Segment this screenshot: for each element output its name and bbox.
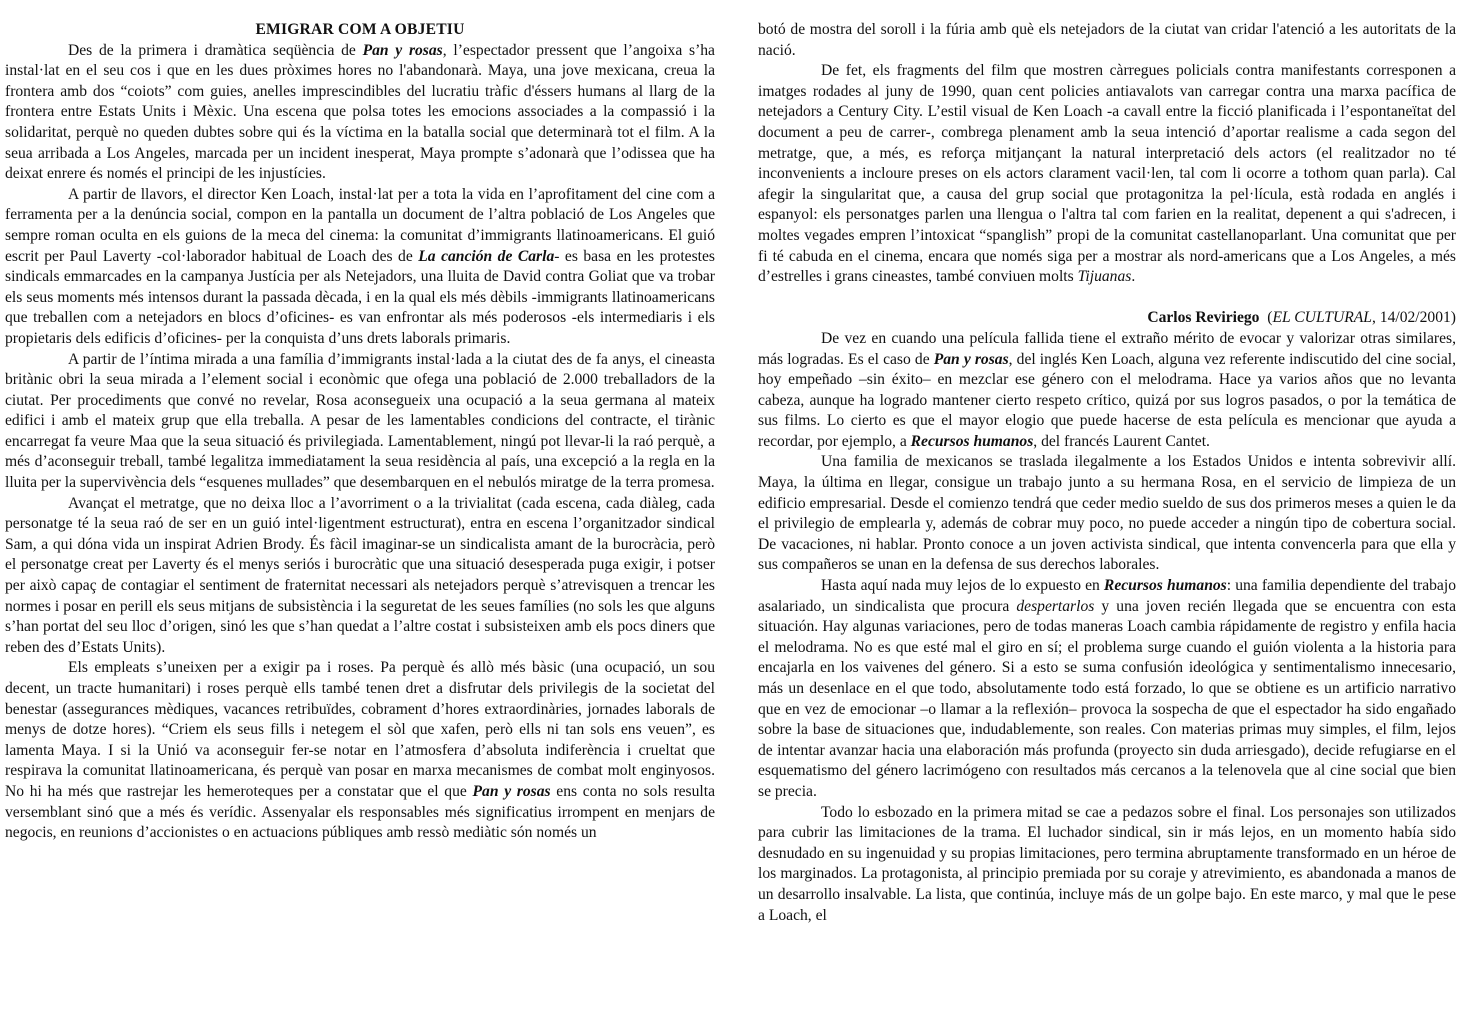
- film-title: Pan y rosas: [362, 41, 443, 59]
- left-column: [5, 20, 715, 844]
- paragraph-es-1: De vez en cuando una película fallida tiene el extraño mérito de evocar y valorizar otras similares, más logradas. Es el caso de Pan y rosas, del inglés Ken Loach, alguna vez referente indiscutido del cine social, hoy empeñado –sin éxito– en mezclar ese género con el melodrama. Hace ya varios años que no levanta cabeza, aunque ha logrado mantener cierto respeto crítico, quizá por sus logros pasados, o por la temática de sus films. Lo cierto es que el mayor elogio que puede hacerse de esta película es mencionar que ayuda a recordar, por ejemplo, a Recursos humanos, del francés Laurent Cantet.: [758, 329, 1456, 450]
- paragraph-es-4: Todo lo esbozado en la primera mitad se cae a pedazos sobre el final. Los personajes son utilizados para cubrir las limitaciones de la trama. El luchador sindical, sin ir más lejos, en un momento había sido desnudado en su ingenuidad y su propias limitaciones, pero termina abruptamente transformado en un héroe de los marginados. La protagonista, al principio premiada por su coraje y atrevimiento, es abandonada a manos de un desarrollo insalvable. La lista, que continúa, incluye más de un golpe bajo. En este marco, y mal que le pese a Loach, el: [758, 803, 1456, 924]
- byline: Carlos Reviriego (EL CULTURAL, 14/02/2001): [1147, 309, 1456, 327]
- film-title: Pan y rosas: [933, 350, 1009, 368]
- right-column: [758, 20, 1456, 926]
- byline-date: , 14/02/2001): [1371, 309, 1456, 327]
- paragraph-es-2: Una familia de mexicanos se traslada ilegalmente a los Estados Unidos e intenta sobrevivir allí. Maya, la última en llegar, consigue un trabajo junto a su hermana Rosa, en el servicio de limpieza de un edificio empresarial. Desde el comienzo tendrá que ceder medio sueldo de sus dos primeros meses a quien le da el privilegio de emplearla y, además de cobrar muy poco, no puede acceder a ningún tipo de cobertura social. De vacaciones, ni hablar. Pronto conoce a un joven activista sindical, que intenta convencerla para que ella y sus compañeros se unan en la defensa de sus derechos laborales.: [758, 453, 1456, 574]
- paragraph-ca-3: A partir de l’íntima mirada a una família d’immigrants instal·lada a la ciutat des de fa anys, el cineasta britànic obri la seua mirada a l’element social i econòmic que ofega una població de 2.000 treballadors de la ciutat. Per procediments que convé no revelar, Rosa aconsegueix una ocupació a la seua germana al mateix edifici i amb el mateix grup que ella treballa. A pesar de les lamentables condicions del contracte, el tirànic encarregat fa veure Maa que la seua situació és privilegiada. Lamentablement, ningú pot llevar-li la raó perquè, a més d’aconseguir treball, també legalitza immediatament la seua residència al país, una excepció a la regla en la lluita per la supervivència dels “esquenes mullades” que desembarquen en el nebulós miratge de la terra promesa.: [5, 350, 715, 492]
- paragraph-ca-4: Avançat el metratge, que no deixa lloc a l’avorriment o a la trivialitat (cada escena, cada diàleg, cada personatge té la seua raó de ser en un guió intel·ligentment estructurat), entra en escena l’organitzador sindical Sam, a qui dóna vida un inspirat Adrien Brody. És fàcil imaginar-se un sindicalista amant de la burocràcia, però el personatge creat per Laverty és el menys seriós i burocràtic que una situació desesperada puga exigir, i potser per això capaç de contagiar el sentiment de fraternitat necessari als netejadors perquè s’atrevisquen a trencar les normes i posar en perill els seus mitjans de subsistència i la seguretat de les seues famílies (no sols les que alguns s’han portat del seu lloc d’origen, sinó les que s’han quedat a l’altre costat i subsisteixen amb els pocs diners que reben des d’Estats Units).: [5, 494, 715, 656]
- paragraph-ca-6: De fet, els fragments del film que mostren càrregues policials contra manifestants corresponen a imatges rodades al juny de 1990, quan cent policies antiavalots van carregar contra una marxa pacífica de netejadors a Century City. L’estil visual de Ken Loach -a cavall entre la ficció planificada i l’espontaneïtat del document a peu de carrer-, combrega plenament amb la seua intenció d’aportar realisme a cada segon del metratge, que, a més, es reforça mitjançant la natural interpretació dels actors (el realitzador no té inconvenients a incloure preses on els actors clarament vacil·len, tal com li ocorre a tothom quan parla). Cal afegir la singularitat que, a causa del grup social que protagonitza la pel·lícula, està rodada en anglés i espanyol: els personatges parlen una llengua o l'altra tal com farien en la realitat, depenent a qui s'adrecen, i moltes vegades empren l’intoxicat “spanglish” propi de la comunitat castellanoparlant. Una comunitat que per fi té cabuda en el cinema, encara que només siga per a mostrar als nord-americans que a Los Angeles, a més d’estrelles i grans cineastes, també conviuen molts Tijuanas.: [758, 62, 1456, 286]
- paragraph-ca-1: Des de la primera i dramàtica seqüència de Pan y rosas, l’espectador pressent que l’angoixa s’ha instal·lat en el seu cos i que en les dues pròximes hores no l'abandonarà. Maya, una jove mexicana, creua la frontera amb dos “coiots” com guies, anelles imprescindibles del lucratiu tràfic d'éssers humans al llarg de la frontera entre Estats Units i Mèxic. Una escena que polsa totes les emocions associades a la compassió i la solidaritat, perquè no queden dubtes sobre qui és la víctima en la batalla social que determinarà tot el film. A la seua arribada a Los Angeles, marcada per un incident inesperat, Maya prompte s’adonarà que l’odissea que ha deixat enrere és només el principi de les injustícies.: [5, 41, 715, 183]
- film-title: Recursos humanos: [910, 432, 1034, 450]
- byline-source: EL CULTURAL: [1272, 309, 1372, 327]
- film-title: La canción de Carla: [418, 247, 555, 265]
- paragraph-ca-2: A partir de llavors, el director Ken Loach, instal·lat per a tota la vida en l’aprofitament del cine com a ferramenta per a la denúncia social, compon en la pantalla un document de l’altra població de Los Angeles que sempre roman oculta en els guions de la meca del cinema: la comunitat d’immigrants llatinoamericans. El guió escrit per Paul Laverty -col·laborador habitual de Loach des de La canción de Carla- es basa en les protestes sindicals emmarcades en la campanya Justícia per als Netejadors, una lluita de David contra Goliat que va trobar els seus moments més intensos durant la passada dècada, i en la qual els més dèbils -immigrants llatinoamericans que treballen com a netejadors en blocs d’oficines- es van enfrontar als més poderosos -els intermediaris i els propietaris dels edificis d’oficines- per la conquista d’uns drets laborals primaris.: [5, 185, 715, 347]
- byline-author: Carlos Reviriego: [1147, 309, 1260, 327]
- film-title: Pan y rosas: [472, 782, 551, 800]
- paragraph-ca-5-continued: botó de mostra del soroll i la fúria amb què els netejadors de la ciutat van cridar l'atenció a les autoritats de la nació.: [758, 21, 1456, 59]
- film-title: Recursos humanos: [1103, 577, 1227, 595]
- paragraph-es-3: Hasta aquí nada muy lejos de lo expuesto en Recursos humanos: una familia dependiente del trabajo asalariado, un sindicalista que procura despertarlos y una joven recién llegada que se encuentra con esta situación. Hay algunas variaciones, pero de todas maneras Loach cambia rápidamente de registro y enfila hacia el melodrama. No es que esté mal el giro en sí; el problema surge cuando el guión violenta a la historia para encajarla en los vaivenes del género. Si a esto se suma confusión ideológica y sentimentalismo innecesario, más un desenlace en el que todo, absolutamente todo está forzado, lo que se obtiene es un artificio narrativo que en vez de emocionar –o llamar a la reflexión– provoca la sospecha de que el espectador ha sido engañado sobre la base de situaciones que, indudablemente, son reales. Con materias primas muy simples, el film, lejos de intentar avanzar hacia una elaboración más profunda (proyecto sin duda arriesgado), decide refugiarse en el esquematismo del género lacrimógeno con resultados más cercanos a la telenovela que al cine social que bien se precia.: [758, 577, 1456, 800]
- paragraph-ca-5: Els empleats s’uneixen per a exigir pa i roses. Pa perquè és allò més bàsic (una ocupació, un sou decent, un tracte humanitari) i roses perquè ells també tenen dret a disfrutar dels privilegis de la societat del benestar (assegurances mèdiques, vacances retribuïdes, cobrament d’hores extraordinàries, jornades laborals de menys de dotze hores). “Criem els seus fills i netegem el sòl que xafen, però ells ni tan sols ens veuen”, es lamenta Maya. I si la Unió va aconseguir fer-se notar en l’atmosfera d’absoluta indiferència i crueltat que respirava la comunitat llatinoamericana, és perquè van posar en marxa mecanismes de combat molt enginyosos. No hi ha més que rastrejar les hemeroteques per a constatar que el que Pan y rosas ens conta no sols resulta versemblant sinó que a més és verídic. Assenyalar els responsables més significatius irrompent en menjars de negocis, en reunions d’accionistes o en actuacions públiques amb ressò mediàtic són només un: [5, 659, 716, 842]
- article-title: EMIGRAR COM A OBJETIU: [255, 21, 465, 38]
- italic-term: despertarlos: [1016, 597, 1095, 615]
- italic-term: Tijuanas: [1077, 268, 1132, 286]
